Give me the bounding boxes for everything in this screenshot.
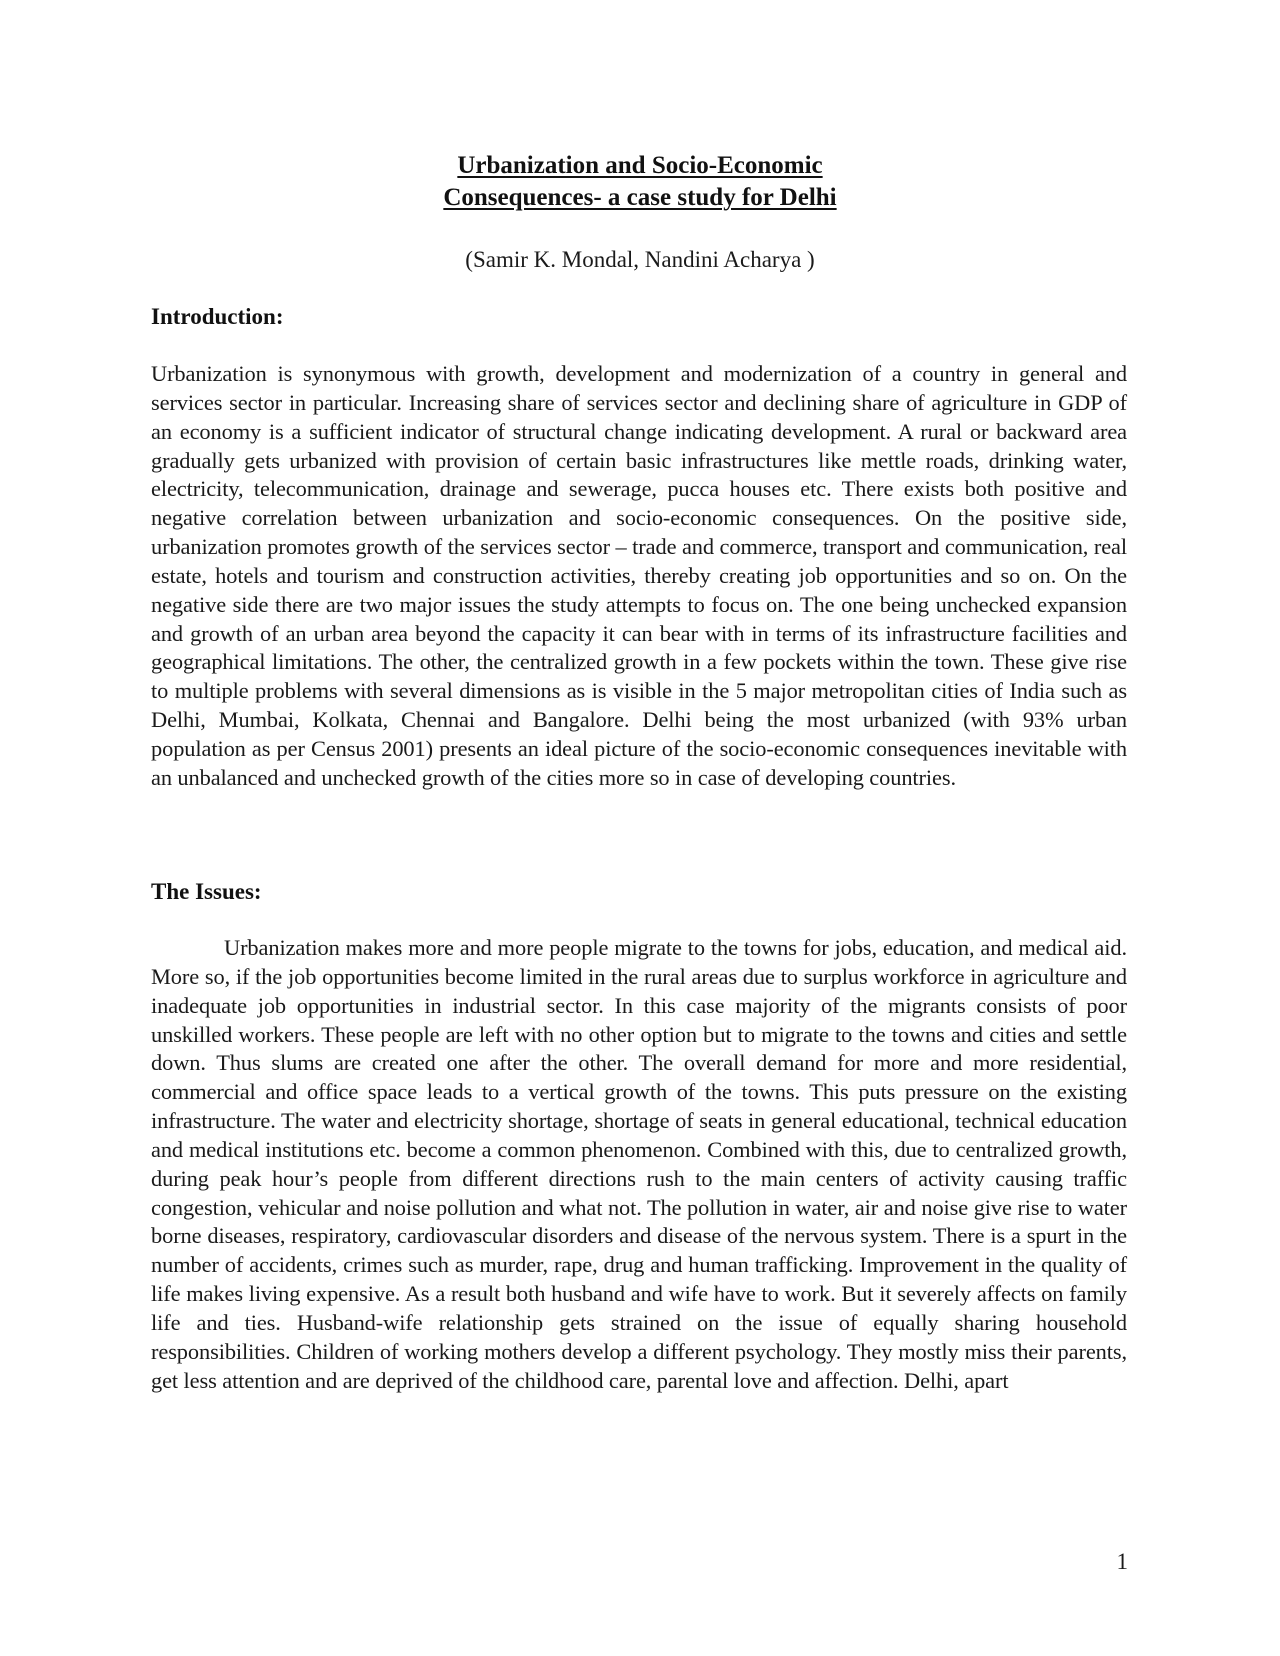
paragraph-introduction: Urbanization is synonymous with growth, development and modernization of a country in general and services sector in particular. Increasing share of services sector and declining share of agriculture in GDP of an economy is a sufficient indicator of structural change indicating development. A rural or backward area gradually gets urbanized with provision of certain basic infrastructures like mettle roads, drinking water, electricity, telecommunication, drainage and sewerage, pucca houses etc. There exists both positive and negative correlation between urbanization and socio-economic consequences. On the positive side, urbanization promotes growth of the services sector – trade and commerce, transport and communication, real estate, hotels and tourism and construction activities, thereby creating job opportunities and so on. On the negative side there are two major issues the study attempts to focus on. The one being unchecked expansion and growth of an urban area beyond the capacity it can bear with in terms of its infrastructure facilities and geographical limitations. The other, the centralized growth in a few pockets within the town. These give rise to multiple problems with several dimensions as is visible in the 5 major metropolitan cities of India such as Delhi, Mumbai, Kolkata, Chennai and Bangalore. Delhi being the most urbanized (with 93% urban population as per Census 2001) presents an ideal picture of the socio-economic consequences inevitable with an unbalanced and unchecked growth of the cities more so in case of developing countries. <box>151 361 1127 790</box>
page-number: 1 <box>1116 1549 1128 1574</box>
section-heading-introduction: Introduction: <box>151 304 284 329</box>
authors: (Samir K. Mondal, Nandini Acharya ) <box>465 247 815 272</box>
paper-title <box>0 150 1280 214</box>
paragraph-issues: Urbanization makes more and more people migrate to the towns for jobs, education, and medical aid. More so, if the job opportunities become limited in the rural areas due to surplus workforce in agriculture and inadequate job opportunities in industrial sector. In this case majority of the migrants consists of poor unskilled workers. These people are left with no other option but to migrate to the towns and cities and settle down. Thus slums are created one after the other. The overall demand for more and more residential, commercial and office space leads to a vertical growth of the towns. This puts pressure on the existing infrastructure. The water and electricity shortage, shortage of seats in general educational, technical education and medical institutions etc. become a common phenomenon. Combined with this, due to centralized growth, during peak hour’s people from different directions rush to the main centers of activity causing traffic congestion, vehicular and noise pollution and what not. The pollution in water, air and noise give rise to water borne diseases, respiratory, cardiovascular disorders and disease of the nervous system. There is a spurt in the number of accidents, crimes such as murder, rape, drug and human trafficking. Improvement in the quality of life makes living expensive. As a result both husband and wife have to work. But it severely affects on family life and ties. Husband-wife relationship gets strained on the issue of equally sharing household responsibilities. Children of working mothers develop a different psychology. They mostly miss their parents, get less attention and are deprived of the childhood care, parental love and affection. Delhi, apart <box>151 935 1127 1393</box>
title-line-2: Consequences- a case study for Delhi <box>443 184 837 211</box>
title-line-1: Urbanization and Socio-Economic <box>457 152 823 179</box>
section-heading-issues: The Issues: <box>151 879 262 904</box>
